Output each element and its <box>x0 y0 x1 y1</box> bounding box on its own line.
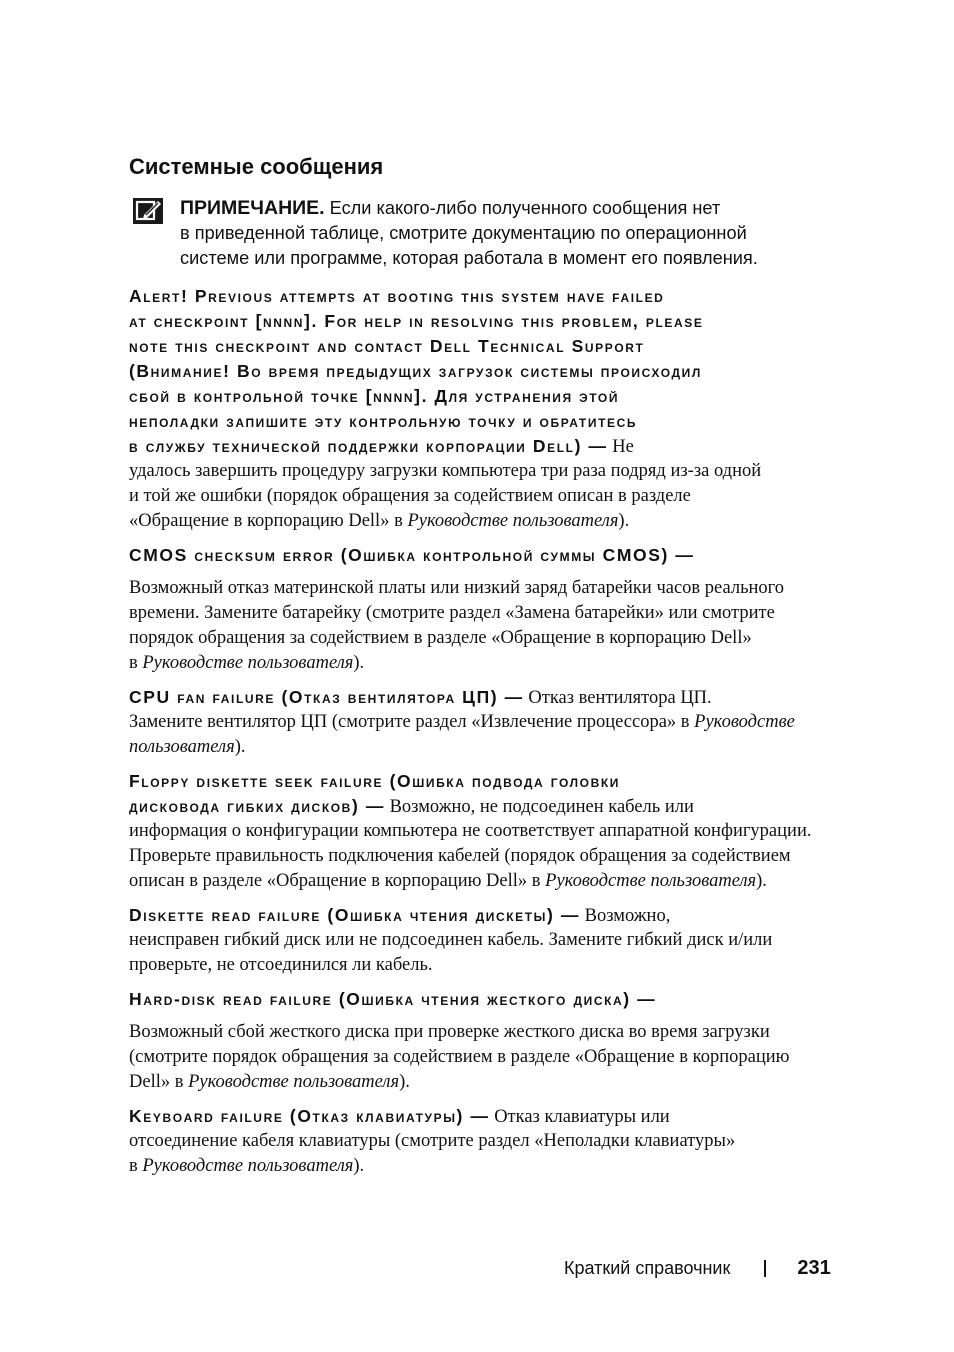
pencil-note-icon <box>133 198 163 224</box>
message-description-line: Возможный отказ материнской платы или низкий заряд батарейки часов реального <box>129 578 785 598</box>
message-description-line: порядок обращения за содействием в разделе «Обращение в корпорацию Dell» <box>129 628 752 648</box>
message-heading-line: дисковода гибких дисков) — <box>129 796 385 816</box>
text-punctuation: ). <box>353 653 365 673</box>
message-entry-cpu-fan <box>129 685 869 760</box>
message-description-line: проверьте, не отсоединился ли кабель. <box>129 955 433 975</box>
section-title: Системные сообщения <box>129 154 384 179</box>
message-description-line: отсоединение кабеля клавиатуры (смотрите раздел «Неполадки клавиатуры» <box>129 1131 736 1151</box>
message-description-line: удалось завершить процедуру загрузки компьютера три раза подряд из-за одной <box>129 461 762 481</box>
note-text <box>180 196 758 271</box>
message-description-line: Замените вентилятор ЦП (смотрите раздел «Извлечение процессора» в <box>129 712 695 732</box>
message-list <box>129 284 869 1188</box>
text-punctuation: ). <box>756 871 767 891</box>
text-punctuation: ). <box>618 511 630 531</box>
note-label: ПРИМЕЧАНИЕ. <box>180 197 325 219</box>
message-description-line: и той же ошибки (порядок обращения за содействием описан в разделе <box>129 486 691 506</box>
message-entry-alert <box>129 284 869 534</box>
user-guide-reference: Руководстве <box>694 712 795 732</box>
message-heading: Diskette read failure (Ошибка чтения дискеты) — <box>129 905 581 925</box>
message-heading: Keyboard failure (Отказ клавиатуры) — <box>129 1106 490 1126</box>
message-description: Отказ клавиатуры или <box>489 1107 670 1127</box>
message-description-line: описан в разделе «Обращение в корпорацию Dell» в <box>129 871 546 891</box>
message-heading-line: Floppy diskette seek failure (Ошибка подвода головки <box>129 771 620 791</box>
note-line: системе или программе, которая работала в момент его появления. <box>180 248 758 268</box>
message-description: Возможно, <box>580 906 671 926</box>
message-heading-line: (Внимание! Во время предыдущих загрузок системы происходил <box>129 361 702 381</box>
message-heading-line: сбой в контрольной точке [nnnn]. Для устранения этой <box>129 386 620 406</box>
note-line: Если какого-либо полученного сообщения нет <box>324 198 721 218</box>
message-description-line: Проверьте правильность подключения кабелей (порядок обращения за содействием <box>129 846 791 866</box>
footer-divider <box>764 1260 766 1277</box>
user-guide-reference: Руководстве пользователя <box>545 871 757 891</box>
user-guide-reference: пользователя <box>129 737 235 757</box>
message-description-line: «Обращение в корпорацию Dell» в <box>129 511 408 531</box>
message-description-line: в <box>129 653 143 673</box>
message-description-line: в <box>129 1156 143 1176</box>
user-guide-reference: Руководстве пользователя <box>142 1156 354 1176</box>
message-entry-keyboard <box>129 1104 869 1179</box>
message-description-line: информация о конфигурации компьютера не соответствует аппаратной конфигурации. <box>129 821 812 841</box>
message-heading-line: в службу технической поддержки корпорации Dell) — <box>129 436 608 456</box>
message-description-line: (смотрите порядок обращения за содействием в разделе «Обращение в корпорацию <box>129 1047 790 1067</box>
message-description-line: Dell» в <box>129 1072 189 1092</box>
message-entry-cmos-checksum <box>129 543 869 676</box>
note-line: в приведенной таблице, смотрите документацию по операционной <box>180 223 747 243</box>
user-guide-reference: Руководстве пользователя <box>407 511 619 531</box>
message-heading-line: Alert! Previous attempts at booting this system have failed <box>129 286 665 306</box>
footer-section-title: Краткий справочник <box>564 1258 731 1278</box>
user-guide-reference: Руководстве пользователя <box>142 653 354 673</box>
message-heading-line: note this checkpoint and contact Dell Technical Support <box>129 336 645 356</box>
message-heading: CMOS checksum error (Ошибка контрольной суммы CMOS) — <box>129 545 695 565</box>
message-description-line: времени. Замените батарейку (смотрите раздел «Замена батарейки» или смотрите <box>129 603 775 623</box>
message-description: Возможно, не подсоединен кабель или <box>384 797 694 817</box>
message-heading: CPU fan failure (Отказ вентилятора ЦП) — <box>129 687 524 707</box>
message-heading: Hard-disk read failure (Ошибка чтения жесткого диска) — <box>129 989 657 1009</box>
text-punctuation: ). <box>399 1072 410 1092</box>
message-heading-line: неполадки запишите эту контрольную точку и обратитесь <box>129 411 638 431</box>
text-punctuation: ). <box>234 737 246 757</box>
message-heading-line: at checkpoint [nnnn]. For help in resolving this problem, please <box>129 311 704 331</box>
message-entry-diskette-read <box>129 903 869 978</box>
page-footer <box>564 1255 831 1281</box>
message-entry-hard-disk-read <box>129 987 869 1095</box>
message-description: Не <box>607 437 634 457</box>
text-punctuation: ). <box>353 1156 365 1176</box>
message-entry-floppy-seek <box>129 769 869 894</box>
message-description-line: Возможный сбой жесткого диска при проверке жесткого диска во время загрузки <box>129 1022 770 1042</box>
message-description: Отказ вентилятора ЦП. <box>523 688 712 708</box>
message-description-line: неисправен гибкий диск или не подсоединен кабель. Замените гибкий диск и/или <box>129 930 773 950</box>
page-number: 231 <box>797 1257 831 1279</box>
user-guide-reference: Руководстве пользователя <box>188 1072 400 1092</box>
